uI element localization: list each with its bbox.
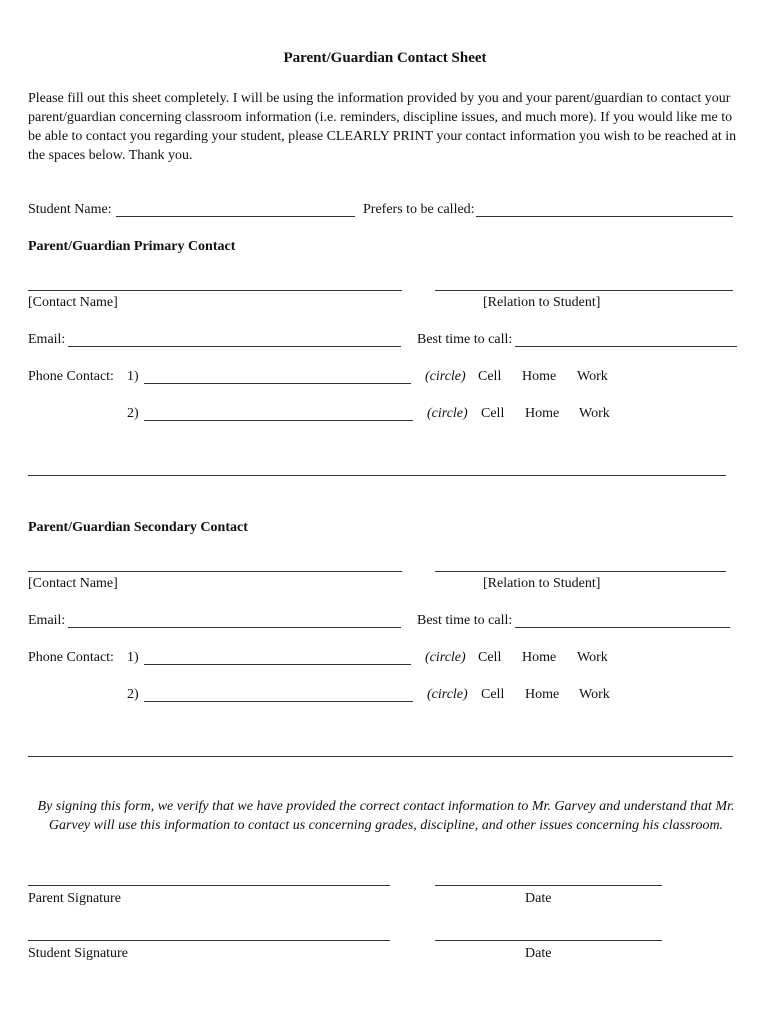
secondary-phone2-field[interactable]: [144, 701, 413, 702]
primary-relation-field[interactable]: [435, 290, 733, 291]
primary-phone1-cell-option[interactable]: Cell: [478, 369, 502, 384]
primary-phone2-cell-option[interactable]: Cell: [481, 406, 505, 421]
primary-phone2-work-option[interactable]: Work: [579, 406, 610, 421]
secondary-phone2-work-option[interactable]: Work: [579, 687, 610, 702]
secondary-section-divider: [28, 756, 733, 757]
primary-best-time-label: Best time to call:: [417, 332, 513, 347]
primary-relation-label: [Relation to Student]: [483, 295, 601, 310]
student-signature-label: Student Signature: [28, 946, 128, 961]
parent-signature-label: Parent Signature: [28, 891, 121, 906]
secondary-phone1-field[interactable]: [144, 664, 411, 665]
page-title: Parent/Guardian Contact Sheet: [283, 50, 487, 66]
parent-signature-field[interactable]: [28, 885, 390, 886]
student-name-label: Student Name:: [28, 202, 112, 217]
primary-best-time-field[interactable]: [515, 346, 737, 347]
primary-section-divider: [28, 475, 726, 476]
primary-contact-heading: Parent/Guardian Primary Contact: [28, 239, 236, 254]
secondary-phone1-work-option[interactable]: Work: [577, 650, 608, 665]
primary-phone1-field[interactable]: [144, 383, 411, 384]
secondary-phone2-label: 2): [127, 687, 139, 702]
primary-phone1-home-option[interactable]: Home: [522, 369, 557, 384]
secondary-email-field[interactable]: [68, 627, 401, 628]
secondary-best-time-field[interactable]: [515, 627, 730, 628]
student-date-field[interactable]: [435, 940, 662, 941]
secondary-phone2-cell-option[interactable]: Cell: [481, 687, 505, 702]
student-date-label: Date: [525, 946, 552, 961]
secondary-phone2-circle-label: (circle): [427, 687, 468, 702]
secondary-relation-label: [Relation to Student]: [483, 576, 601, 591]
primary-phone1-work-option[interactable]: Work: [577, 369, 608, 384]
secondary-phone1-label: 1): [127, 650, 139, 665]
primary-phone-label: Phone Contact:: [28, 369, 114, 384]
secondary-contact-name-field[interactable]: [28, 571, 402, 572]
primary-phone2-label: 2): [127, 406, 139, 421]
secondary-phone-label: Phone Contact:: [28, 650, 114, 665]
signature-disclaimer: By signing this form, we verify that we have provided the correct contact information to Mr. Garvey and understand that Mr. Garvey will use this information to contact us concerning grades, discipline, and other issues concerning his classroom.: [37, 799, 735, 833]
primary-phone1-circle-label: (circle): [425, 369, 466, 384]
secondary-phone1-circle-label: (circle): [425, 650, 466, 665]
parent-date-label: Date: [525, 891, 552, 906]
primary-contact-name-label: [Contact Name]: [28, 295, 118, 310]
primary-phone2-home-option[interactable]: Home: [525, 406, 560, 421]
secondary-phone1-home-option[interactable]: Home: [522, 650, 557, 665]
prefers-to-be-called-field[interactable]: [476, 216, 733, 217]
secondary-email-label: Email:: [28, 613, 66, 628]
primary-contact-name-field[interactable]: [28, 290, 402, 291]
secondary-best-time-label: Best time to call:: [417, 613, 513, 628]
primary-phone2-circle-label: (circle): [427, 406, 468, 421]
secondary-phone2-home-option[interactable]: Home: [525, 687, 560, 702]
student-name-field[interactable]: [116, 216, 355, 217]
primary-email-label: Email:: [28, 332, 66, 347]
primary-phone2-field[interactable]: [144, 420, 413, 421]
prefers-to-be-called-label: Prefers to be called:: [363, 202, 475, 217]
intro-paragraph: Please fill out this sheet completely. I will be using the information provided by you and your parent/guardian to contact your parent/guardian concerning classroom information (i.e. reminders, discipline issues, and much more). If you would like me to be able to contact you regarding your student, please CLEARLY PRINT your contact information you wish to be reached at in the spaces below. Thank you.: [28, 91, 737, 163]
secondary-relation-field[interactable]: [435, 571, 726, 572]
secondary-contact-heading: Parent/Guardian Secondary Contact: [28, 520, 248, 535]
secondary-contact-name-label: [Contact Name]: [28, 576, 118, 591]
primary-email-field[interactable]: [68, 346, 401, 347]
primary-phone1-label: 1): [127, 369, 139, 384]
parent-date-field[interactable]: [435, 885, 662, 886]
student-signature-field[interactable]: [28, 940, 390, 941]
secondary-phone1-cell-option[interactable]: Cell: [478, 650, 502, 665]
